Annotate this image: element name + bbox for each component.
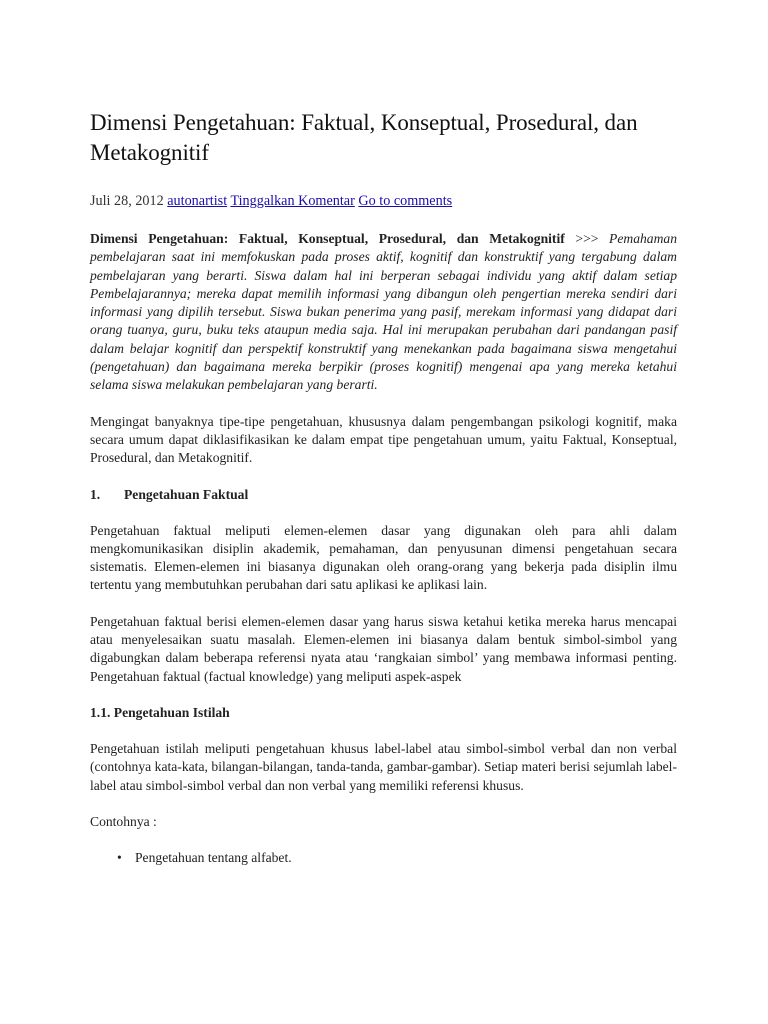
intro-paragraph — [90, 230, 677, 395]
paragraph-istilah: Pengetahuan istilah meliputi pengetahuan khusus label-label atau simbol-simbol verbal dan non verbal (contohnya kata-kata, bilangan-bilangan, tanda-tanda, gambar-gambar). Setiap materi berisi sejumlah label-label atau simbol-simbol verbal dan non verbal yang memiliki referensi khusus. — [90, 740, 677, 793]
section-number: 1. — [90, 486, 101, 502]
example-list — [90, 849, 677, 867]
intro-lead: Dimensi Pengetahuan: Faktual, Konseptual, Prosedural, dan Metakognitif — [90, 231, 565, 246]
article-title: Dimensi Pengetahuan: Faktual, Konseptual, Prosedural, dan Metakognitif — [90, 110, 638, 165]
leave-comment-link[interactable]: Tinggalkan Komentar — [230, 193, 355, 209]
intro-body: Pemahaman pembelajaran saat ini memfokuskan pada proses aktif, kognitif dan konstruktif yang tergabung dalam pembelajaran yang berarti. Siswa dalam hal ini berperan sebagai individu yang aktif dalam setiap Pembelajarannya; mereka dapat memilih informasi yang dibangun oleh pengertian mereka sendiri dari informasi yang dipilih tersebut. Siswa bukan penerima yang pasif, merekam informasi yang didapat dari orang tuanya, guru, buku teks ataupun media saja. Hal ini merupakan perubahan dari pandangan pasif dalam belajar kognitif dan perspektif konstruktif yang menekankan pada bagaimana siswa mengetahui (pengetahuan) dan bagaimana mereka berpikir (proses kognitif) mengenai apa yang mereka ketahui selama siswa melakukan pembelajaran yang berarti. — [90, 231, 678, 393]
subsection-heading-istilah: 1.1. Pengetahuan Istilah — [90, 704, 230, 720]
paragraph-types: Mengingat banyaknya tipe-tipe pengetahuan, khususnya dalam pengembangan psikologi kognitif, maka secara umum dapat diklasifikasikan ke dalam empat tipe pengetahuan umum, yaitu Faktual, Konseptual, Prosedural, dan Metakognitif. — [90, 413, 677, 466]
paragraph-faktual-2: Pengetahuan faktual berisi elemen-elemen dasar yang harus siswa ketahui ketika mereka harus mencapai atau menyelesaikan suatu masalah. Elemen-elemen ini biasanya dalam bentuk simbol-simbol yang digabungkan dalam beberapa referensi nyata atau ‘rangkaian simbol’ yang membawa informasi penting. Pengetahuan faktual (factual knowledge) yang meliputi aspek-aspek — [90, 613, 677, 684]
post-date: Juli 28, 2012 — [90, 193, 164, 209]
section-title: Pengetahuan Faktual — [124, 486, 249, 502]
section-heading-faktual — [90, 486, 677, 504]
post-meta — [90, 192, 677, 210]
list-item-text: Pengetahuan tentang alfabet. — [135, 850, 292, 866]
article — [90, 108, 677, 867]
intro-arrows: >>> — [575, 231, 599, 246]
paragraph-contohnya: Contohnya : — [90, 813, 157, 829]
paragraph-faktual-1: Pengetahuan faktual meliputi elemen-elemen dasar yang digunakan oleh para ahli dalam mengkomunikasikan disiplin akademik, pemahaman, dan penyusunan dimensi pengetahuan secara sistematis. Elemen-elemen ini biasanya digunakan oleh orang-orang yang bekerja pada disiplin ilmu tertentu yang membutuhkan perubahan dari satu aplikasi ke aplikasi lain. — [90, 522, 677, 593]
list-item — [90, 849, 677, 867]
go-to-comments-link[interactable]: Go to comments — [358, 193, 453, 209]
author-link[interactable]: autonartist — [167, 193, 228, 209]
bullet-icon: • — [117, 850, 122, 866]
